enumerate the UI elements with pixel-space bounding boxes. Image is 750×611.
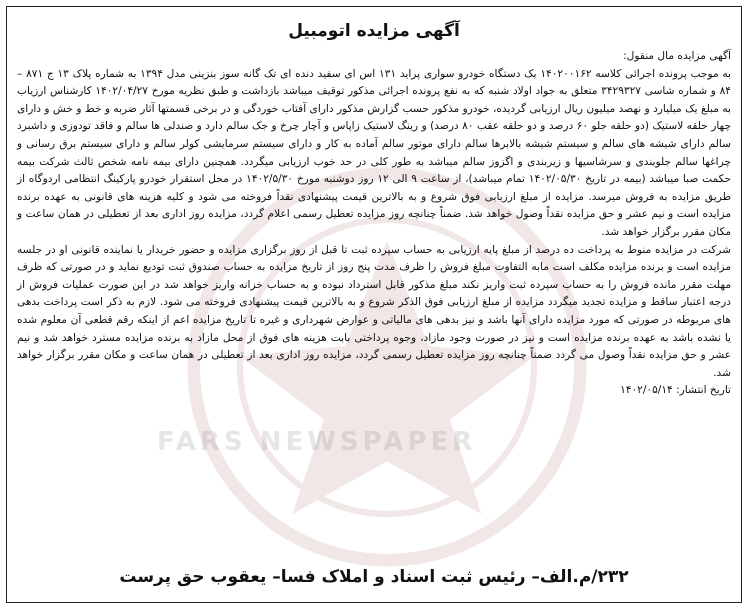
notice-paragraph-2: شرکت در مزایده منوط به پرداخت ده درصد از مبلغ پایه ارزیابی به حساب سپرده ثبت تا قبل از روز برگزاری مزایده و حضور خریدار یا نماینده قانونی او در جلسه مزایده است و برنده مزایده مکلف است مابه التفاوت مبلغ فروش را ظرف مدت پنج روز از تاریخ مزایده به حساب صندوق ثبت تودیع نماید و در صورتی که ظرف مهلت مقرر مانده فروش را به حساب سپرده ثبت واریز نکند مبلغ مذکور قابل استرداد نبوده و به حساب خزانه واریز خواهد شد در این صورت عملیات فروش از درجه اعتبار ساقط و مزایده تجدید میگردد مزایده از مبلغ ارزیابی فوق الذکر شروع و به بالاترین قیمت پیشنهادی فروخته می شود. لازم به ذکر است پرداخت بدهی های مربوطه در صورتی که مورد مزایده دارای آنها باشد و نیز بدهی های مالیاتی و عوارض شهرداری و غیره تا تاریخ مزایده اعم از اینکه رقم قطعی آن معلوم شده یا نشده باشد به عهده برنده مزایده است و نیز در صورت وجود مازاد، وجوه پرداختی بابت هزینه های فوق از محل مازاد به برنده مزایده مسترد خواهد شد و نیم عشر و حق مزایده نقداً وصول می گردد ضمناً چنانچه روز مزایده تعطیل رسمی گردد، مزایده روز اداری بعد از تعطیلی در همان ساعت و مکان مقرر برگزار خواهد شد. xyxy=(17,243,731,379)
notice-title: آگهی مزایده اتومبیل xyxy=(288,21,460,41)
notice-intro: آگهی مزایده مال منقول: xyxy=(623,50,731,62)
notice-paragraph-1: به موجب پرونده اجرائی کلاسه ۱۴۰۲۰۰۱۶۲ یک دستگاه خودرو سواری پراید ۱۳۱ اس ای سفید دنده ای تک گانه سوز بنزینی مدل ۱۳۹۴ به شماره پلاک ۱۳ ج ۸۷۱ – ۸۴ و شماره شاسی ۳۴۲۹۳۲۷ متعلق به جواد اولاد شنبه که به نفع پرونده اجرائی مذکور توقیف میباشد بازداشت و طبق نظریه مورخ ۱۴۰۲/۰۴/۲۷ کارشناس ارزیاب به مبلغ یک میلیارد و نهصد میلیون ریال ارزیابی گردیده، خودرو مذکور حسب گزارش مذکور دارای آفتاب خوردگی و در برخی قسمتها آثار ضربه و خط و خش و دارای چهار حلقه لاستیک (دو حلقه جلو ۶۰ درصد و دو حلقه عقب ۸۰ درصد) و رینگ لاستیک زاپاس و آچار چرخ و جک سالم دارد و صندلی ها سالم و فاقد تودوزی و داشبرد سالم دارای شیشه های سالم و سیستم شیشه بالابرها سالم دارای موتور سالم آماده به کار و دارای سیستم سرمایشی کولر سالم و دارای سیستم برق رسانی و چراغها سالم جلوبندی و سرشاسیها و زیربندی و اگزوز سالم میباشد به طور کلی در حد خوب ارزیابی میگردد. همچنین دارای بیمه نامه شخص ثالث شرکت بیمه حکمت صبا میباشد (بیمه در تاریخ ۱۴۰۲/۰۵/۳۰ تمام میباشد)، از ساعت ۹ الی ۱۲ روز دوشنبه مورخ ۱۴۰۲/۵/۳۰ در محل استقرار خودرو پارکینگ انتظامی اردوگاه از طریق مزایده به فروش میرسد. مزایده از مبلغ ارزیابی فوق شروع و به بالاترین قیمت پیشنهادی نقداً فروخته می شود و کلیه هزینه های قانونی به عهده برنده مزایده است و نیم عشر و حق مزایده نقداً وصول خواهد شد. ضمناً چنانچه روز مزایده تعطیل رسمی اعلام گردد، مزایده روز اداری بعد از تعطیلی در همان ساعت و مکان مقرر برگزار خواهد شد. xyxy=(17,67,732,238)
publication-date: تاریخ انتشار: ۱۴۰۲/۰۵/۱۴ xyxy=(620,384,731,397)
watermark-text: FARS NEWSPAPER xyxy=(157,427,477,457)
notice-body xyxy=(17,48,731,400)
notice-signature: ۲۳۲/م.الف– رئیس ثبت اسناد و املاک فسا– یعقوب حق پرست xyxy=(119,567,629,587)
notice-frame xyxy=(6,6,742,603)
